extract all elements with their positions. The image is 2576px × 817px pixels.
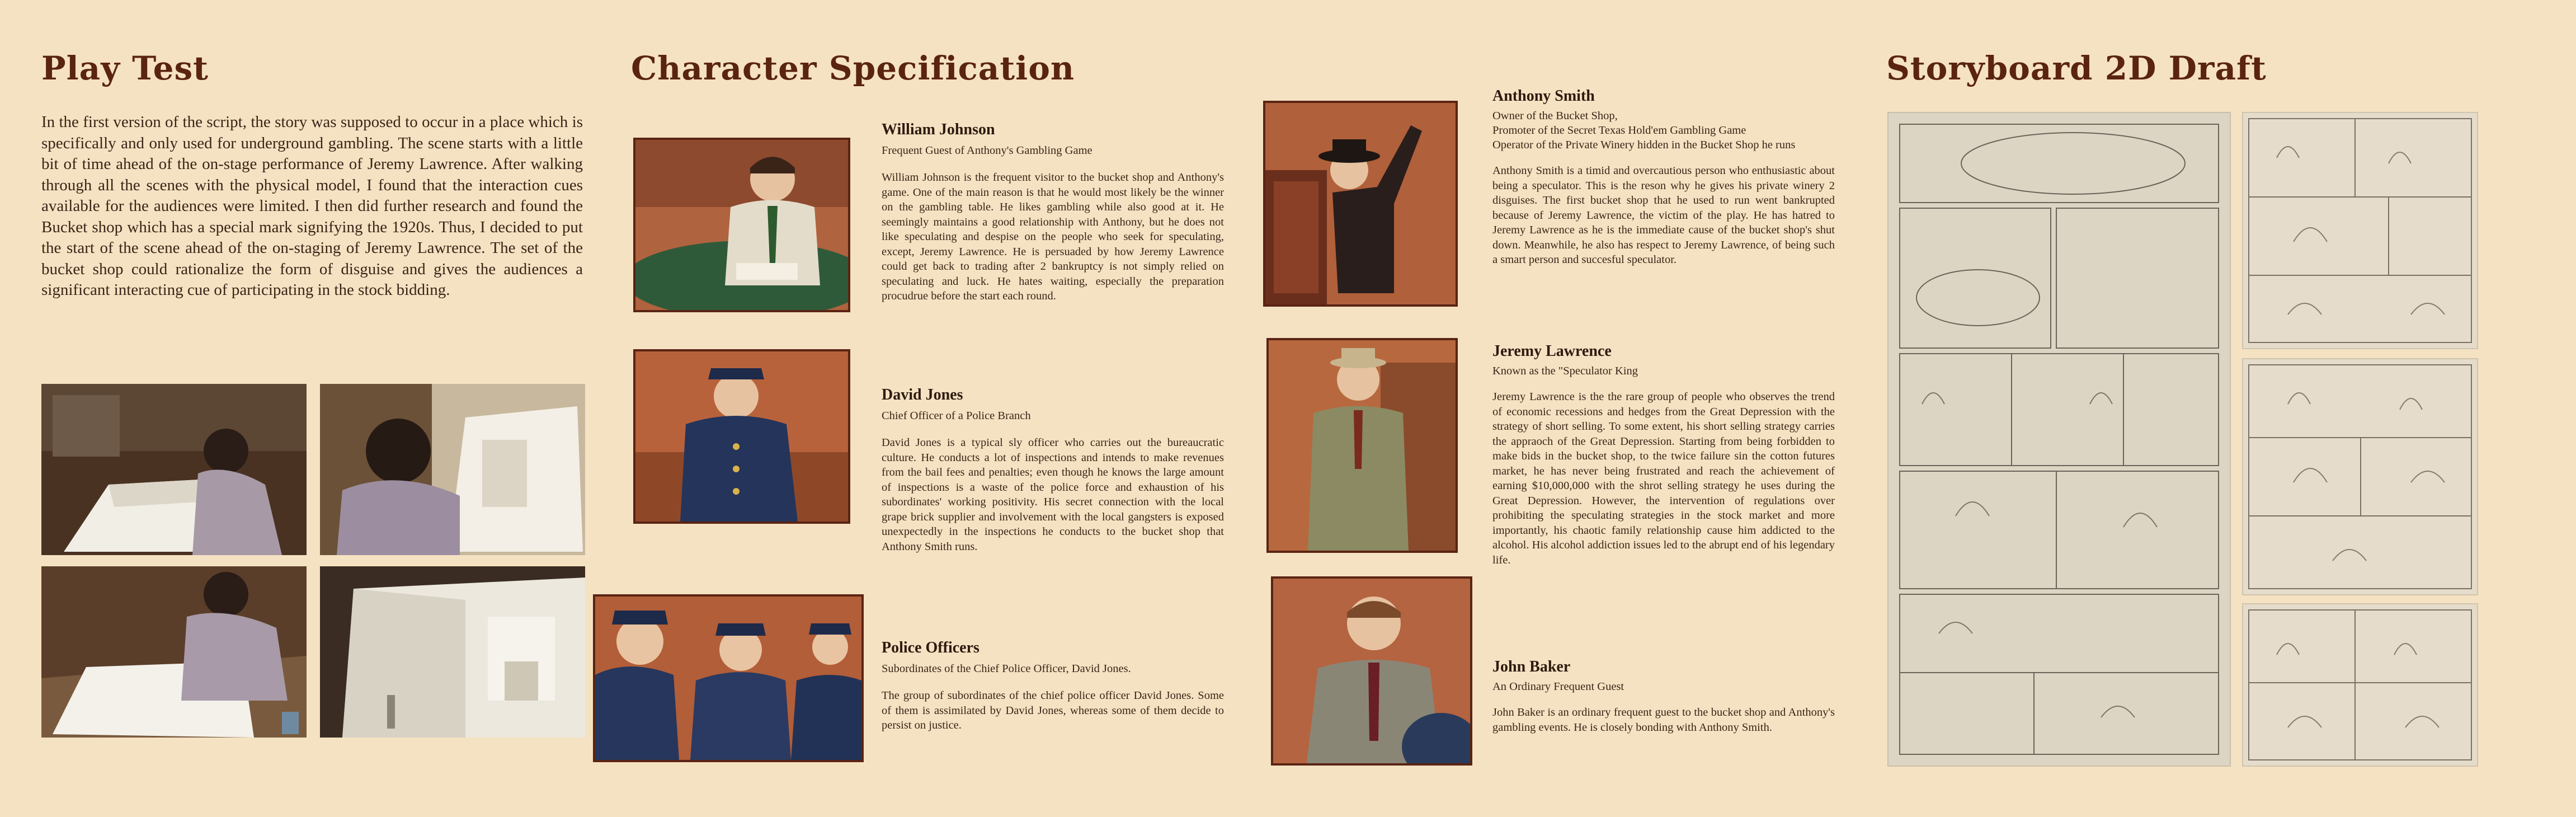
- william-johnson-entry: [882, 121, 1224, 304]
- storyboard-title: Storyboard 2D Draft: [1886, 49, 2267, 87]
- david-jones-illustration: [633, 349, 850, 524]
- character-description: The group of subordinates of the chief police officer David Jones. Some of them is assimilated by David Jones, whereas some of them decide to persist on justice.: [882, 689, 1224, 731]
- character-name: William Johnson: [882, 121, 995, 138]
- storyboard-sheet-left: [1887, 112, 2231, 767]
- character-description: Anthony Smith is a timid and overcautious person who enthusiastic about being a speculator. This is the reson why he gives his private winery 2 disguises. The first bucket shop that he used to run went bankrupted because of Jeremy Lawrence, the victim of the play. He has hatred to Jeremy Lawrence as he is the immediate cause of the bucket shop's shut down. Meanwhile, he also has respect to Jeremy Lawrence, of being such a smart person and succesful speculator.: [1492, 165, 1835, 266]
- playtest-photo-3: [41, 566, 307, 738]
- playtest-title: Play Test: [41, 49, 209, 87]
- character-role: Frequent Guest of Anthony's Gambling Game: [882, 144, 1092, 157]
- character-name: Jeremy Lawrence: [1492, 342, 1612, 360]
- character-name: Anthony Smith: [1492, 87, 1595, 105]
- playtest-paragraph: In the first version of the script, the story was supposed to occur in a place which is specifically and only used for underground gambling. The scene starts with a little bit of time ahead of the on-stage performance of Jeremy Lawrence. After walking through all the scenes with the physical model, I found that the interaction cues available for the audiences were limited. I then did further research and found the Bucket shop which has a special mark signifying the 1920s. Thus, I decided to put the start of the scene ahead of the on-staging of Jeremy Lawrence. The set of the bucket shop could rationalize the form of disguise and gives the audiences a significant interacting cue of participating in the stock bidding.: [41, 113, 583, 299]
- storyboard-sheet-right-bottom: [2242, 603, 2478, 767]
- playtest-photo-1: [41, 384, 307, 555]
- playtest-section: [41, 49, 209, 87]
- david-jones-entry: [882, 386, 1224, 554]
- character-description: Jeremy Lawrence is the the rare group of people who observes the trend of economic recessions and hedges from the Great Depression with the strategy of short selling. To some extent, his short selling strategy carries the appraoch of the Great Depression. Starting from being forbidden to make bids in the bucket shop, to the twice failure sin the cotton futures market, he has never being frustrated and reach the achievement of earning $10,000,000 with the shrot selling strategy he uses during the Great Depression. However, the intervention of regulations over prohibiting the speculating strategies in the stock market and more importantly, his chaotic family relationship cause him addicted to the alcohol. His alcohol addiction issues led to the abrupt end of his legendary life.: [1492, 391, 1835, 566]
- john-baker-entry: [1492, 658, 1835, 735]
- characters-title: Character Specification: [631, 49, 1075, 87]
- character-role: Known as the "Speculator King: [1492, 365, 1638, 377]
- storyboard-section: [1886, 49, 2267, 87]
- jeremy-lawrence-entry: [1492, 342, 1835, 567]
- police-officers-entry: [882, 639, 1224, 733]
- anthony-smith-illustration: [1263, 101, 1458, 307]
- playtest-photo-2: [320, 384, 585, 555]
- character-role: An Ordinary Frequent Guest: [1492, 680, 1624, 693]
- storyboard-sheet-right-middle: [2242, 358, 2478, 595]
- character-role: Chief Officer of a Police Branch: [882, 410, 1031, 422]
- character-role: Owner of the Bucket Shop, Promoter of the Secret Texas Hold'em Gambling Game Operator of the Private Winery hidden in the Bucket Shop he runs: [1492, 110, 1796, 151]
- character-description: John Baker is an ordinary frequent guest to the bucket shop and Anthony's gambling events. He is closely bonding with Anthony Smith.: [1492, 706, 1835, 734]
- anthony-smith-entry: [1492, 87, 1835, 267]
- character-role: Subordinates of the Chief Police Officer, David Jones.: [882, 663, 1131, 675]
- characters-section: [631, 49, 1075, 87]
- william-johnson-illustration: [633, 138, 850, 312]
- character-description: William Johnson is the frequent visitor to the bucket shop and Anthony's game. One of the main reason is that he would most likely be the winner on the gambling table. He likes gambling while also good at it. He seemingly maintains a good relationship with Anthony, but he does not like speculating and despise on the people who seek for speculating, except, Jeremy Lawrence. He is persuaded by how Jeremy Lawrence could get back to trading after 2 bankruptcy is not simply relied on speculating and luck. He hates waiting, especially the preparation procudrue before the start each round.: [882, 171, 1224, 302]
- police-officers-illustration: [593, 594, 864, 762]
- character-name: Police Officers: [882, 639, 979, 656]
- character-name: John Baker: [1492, 658, 1571, 675]
- character-description: David Jones is a typical sly officer who carries out the bureaucratic culture. He conducts a lot of inspections and intends to make revenues from the bail fees and penalties; even though he knows the large amount of inspections is a waste of the police force and exhaustion of his subordinates' working positivity. His secret connection with the local grape brick supplier and involvement with the local gangsters is exposed unexpectedly in the inspections he conducts to the bucket shop that Anthony Smith runs.: [882, 436, 1224, 553]
- storyboard-sheet-right-top: [2242, 112, 2478, 349]
- john-baker-illustration: [1271, 576, 1472, 766]
- character-name: David Jones: [882, 386, 963, 403]
- jeremy-lawrence-illustration: [1266, 338, 1458, 553]
- playtest-photo-4: [320, 566, 585, 738]
